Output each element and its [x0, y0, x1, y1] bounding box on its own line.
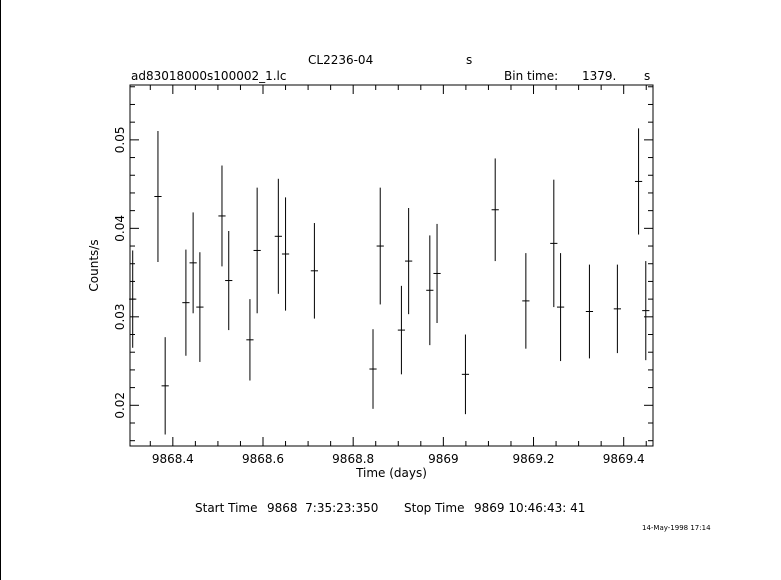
stop-time-value: 9869 10:46:43: 41 — [474, 501, 586, 515]
plot-border — [130, 85, 653, 446]
bin-time-label: Bin time: — [504, 69, 559, 83]
data-point — [182, 250, 189, 356]
stop-time-label: Stop Time — [404, 501, 465, 515]
data-point — [635, 128, 642, 234]
x-tick-label: 9868.4 — [151, 452, 194, 466]
data-point — [246, 299, 253, 380]
data-point — [369, 329, 376, 409]
file-name: ad83018000s100002_1.lc — [131, 69, 287, 83]
data-point — [218, 166, 225, 267]
data-point — [462, 335, 469, 415]
data-point — [550, 180, 557, 307]
start-time-value: 9868 7:35:23:350 — [267, 501, 379, 515]
data-point — [282, 197, 289, 310]
y-tick-label: 0.04 — [113, 214, 127, 242]
x-tick-label: 9868.8 — [332, 452, 375, 466]
bin-time-value: 1379. — [582, 69, 617, 83]
data-point — [275, 179, 282, 294]
data-point — [225, 231, 232, 330]
data-point — [190, 212, 197, 313]
data-point — [162, 337, 169, 434]
y-tick-label: 0.03 — [113, 303, 127, 331]
object-name: CL2236-04 — [308, 53, 374, 67]
data-point — [377, 188, 384, 305]
data-point — [586, 265, 593, 359]
data-point — [154, 131, 161, 262]
y-tick-label: 0.02 — [113, 391, 127, 419]
x-tick-label: 9869.2 — [512, 452, 555, 466]
data-point — [642, 261, 649, 360]
plot-timestamp: 14-May-1998 17:14 — [642, 524, 711, 532]
x-tick-label: 9868.6 — [242, 452, 285, 466]
data-point — [522, 253, 529, 349]
data-series — [129, 128, 649, 434]
object-unit: s — [466, 53, 473, 67]
start-time-label: Start Time — [195, 501, 258, 515]
data-point — [254, 188, 261, 314]
data-point — [614, 265, 621, 353]
y-axis-label: Counts/s — [87, 239, 101, 292]
x-tick-label: 9869 — [428, 452, 459, 466]
data-point — [557, 253, 564, 361]
data-point — [426, 235, 433, 345]
x-tick-label: 9869.4 — [602, 452, 645, 466]
plot-frame — [130, 85, 653, 446]
data-point — [311, 223, 318, 319]
data-point — [433, 224, 440, 323]
data-point — [196, 252, 203, 362]
y-tick-label: 0.05 — [113, 126, 127, 154]
x-axis-label: Time (days) — [356, 466, 427, 480]
data-point — [492, 158, 499, 261]
data-point — [398, 286, 405, 374]
axis-ticks — [130, 85, 653, 446]
bin-time-unit: s — [644, 69, 651, 83]
data-point — [405, 208, 412, 314]
